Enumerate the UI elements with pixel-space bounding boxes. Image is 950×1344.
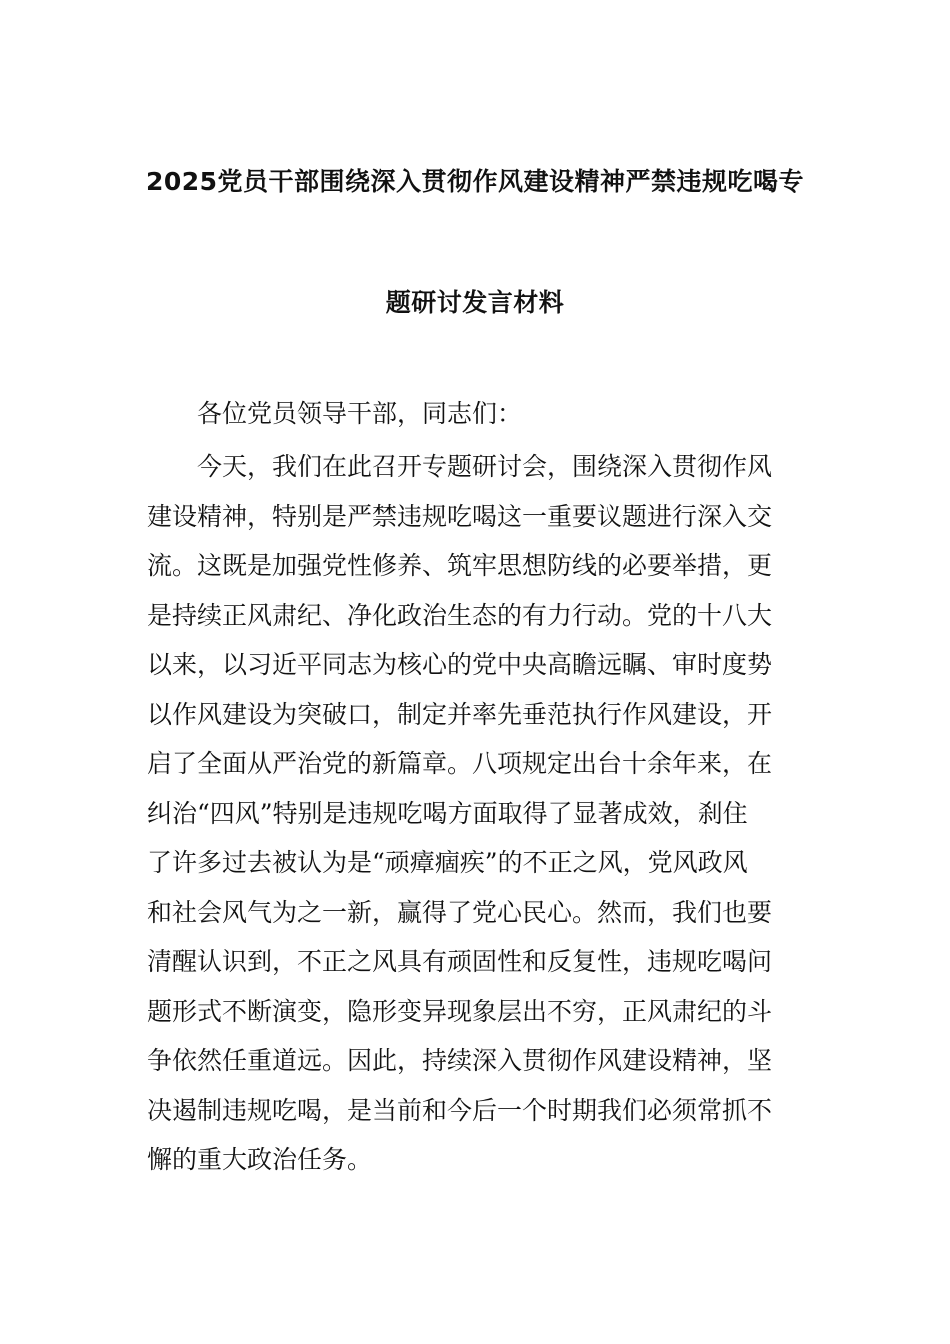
body-paragraph <box>147 442 807 1185</box>
paragraph-line: 纠治“四风”特别是违规吃喝方面取得了显著成效，刹住 <box>147 798 748 828</box>
document-title-line-2: 题研讨发言材料 <box>385 288 565 317</box>
paragraph-line: 决遏制违规吃喝，是当前和今后一个时期我们必须常抓不 <box>147 1095 773 1125</box>
paragraph-line: 了许多过去被认为是“顽瘴痼疾”的不正之风，党风政风 <box>147 848 748 877</box>
paragraph-line: 争依然任重道远。因此，持续深入贯彻作风建设精神，坚 <box>147 1046 773 1075</box>
paragraph-line: 懈的重大政治任务。 <box>147 1145 373 1174</box>
paragraph-line: 今天，我们在此召开专题研讨会，围绕深入贯彻作风 <box>147 452 773 481</box>
paragraph-line: 题形式不断演变，隐形变异现象层出不穷，正风肃纪的斗 <box>147 996 773 1026</box>
paragraph-line: 以来，以习近平同志为核心的党中央高瞻远瞩、审时度势 <box>147 650 773 679</box>
paragraph-line: 是持续正风肃纪、净化政治生态的有力行动。党的十八大 <box>147 600 773 630</box>
greeting: 各位党员领导干部，同志们： <box>197 399 523 428</box>
paragraph-line: 和社会风气为之一新，赢得了党心民心。然而，我们也要 <box>147 897 773 927</box>
paragraph-line: 建设精神，特别是严禁违规吃喝这一重要议题进行深入交 <box>147 501 773 531</box>
paragraph-line: 以作风建设为突破口，制定并率先垂范执行作风建设，开 <box>147 699 773 729</box>
paragraph-line: 启了全面从严治党的新篇章。八项规定出台十余年来，在 <box>147 749 773 778</box>
document-title-line-1: 2025党员干部围绕深入贯彻作风建设精神严禁违规吃喝专 <box>145 167 805 196</box>
paragraph-line: 清醒认识到，不正之风具有顽固性和反复性，违规吃喝问 <box>147 947 773 976</box>
paragraph-line: 流。这既是加强党性修养、筑牢思想防线的必要举措，更 <box>147 551 773 580</box>
